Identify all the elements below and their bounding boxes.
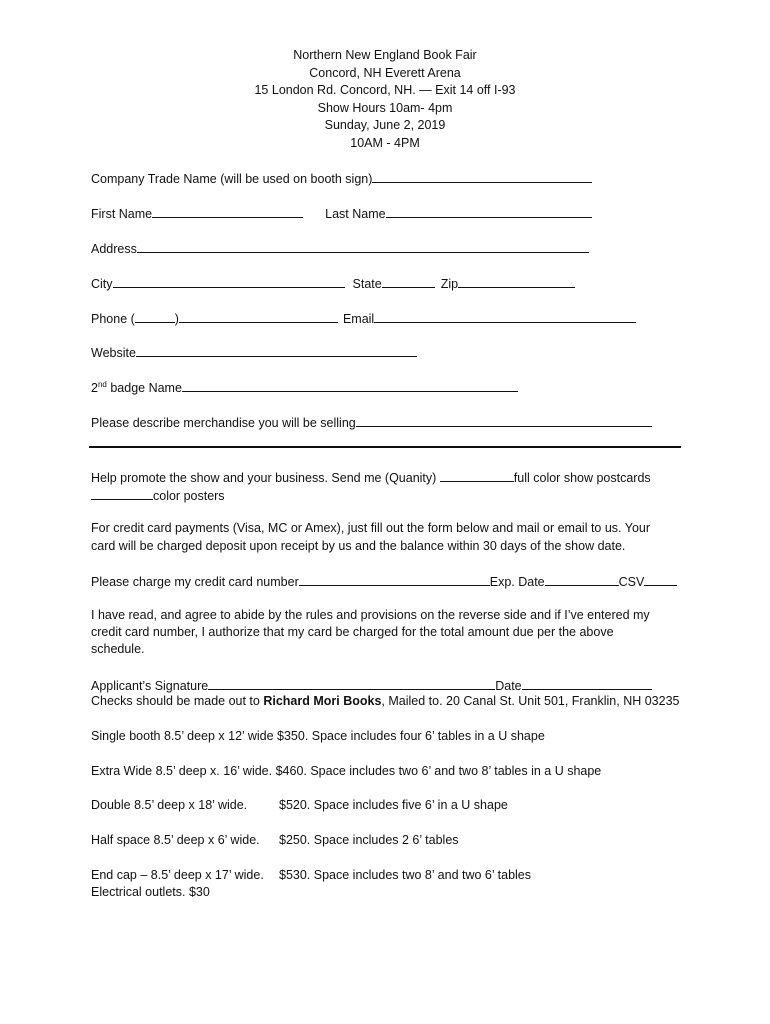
- phone-close-paren: ): [174, 312, 179, 326]
- badge-row: [91, 378, 518, 398]
- promo-text: Help promote the show and your business. Send me (Quanity): [91, 471, 440, 485]
- company-label: Company Trade Name (will be used on booth sign): [91, 172, 373, 186]
- company-field[interactable]: [372, 169, 592, 183]
- csv-field[interactable]: [644, 572, 677, 586]
- first-name-label: First Name: [91, 207, 153, 221]
- event-time: 10AM - 4PM: [350, 135, 420, 150]
- agreement-line-1: I have read, and agree to abide by the rules and provisions on the reverse side and if I’ve entered my: [91, 608, 650, 622]
- postcards-label: full color show postcards: [513, 471, 651, 485]
- address-row: [91, 239, 589, 259]
- half-space-price: [91, 832, 459, 850]
- email-field[interactable]: [374, 309, 636, 323]
- company-row: [91, 169, 592, 189]
- phone-area-code-field[interactable]: [135, 309, 175, 323]
- single-booth-price: Single booth 8.5’ deep x 12’ wide $350. Space includes four 6’ tables in a U shape: [91, 729, 545, 743]
- end-cap-detail: $530. Space includes two 8’ and two 6’ tables: [279, 868, 532, 882]
- phone-label: Phone (: [91, 312, 135, 326]
- signature-field[interactable]: [208, 676, 495, 690]
- name-row: [91, 204, 592, 224]
- section-divider: [89, 446, 681, 448]
- checks-payable-line: [91, 693, 679, 711]
- promo-row: [91, 468, 651, 488]
- double-booth-price: [91, 797, 508, 815]
- event-address: 15 London Rd. Concord, NH. — Exit 14 off I-93: [254, 83, 516, 97]
- half-space-label: Half space 8.5’ deep x 6’ wide.: [91, 833, 260, 847]
- extra-wide-booth-price: Extra Wide 8.5’ deep x. 16’ wide. $460. Space includes two 6’ and two 8’ tables in a U shape: [91, 764, 602, 778]
- city-field[interactable]: [113, 274, 345, 288]
- event-header: [0, 47, 770, 152]
- merchandise-row: [91, 413, 652, 433]
- credit-card-row: [91, 572, 677, 592]
- merchandise-field[interactable]: [356, 413, 652, 427]
- credit-info-line-2: card will be charged deposit upon receipt by us and the balance within 30 days of the show date.: [91, 539, 626, 553]
- state-field[interactable]: [382, 274, 435, 288]
- end-cap-price: [91, 867, 531, 885]
- credit-card-label: Please charge my credit card number: [91, 575, 299, 589]
- posters-row: [91, 486, 225, 506]
- posters-quantity-field[interactable]: [91, 486, 153, 500]
- checks-text: Checks should be made out to: [91, 694, 264, 708]
- exp-date-field[interactable]: [545, 572, 619, 586]
- city-row: [91, 274, 575, 294]
- address-field[interactable]: [137, 239, 589, 253]
- end-cap-label: End cap – 8.5’ deep x 17’ wide.: [91, 868, 264, 882]
- double-booth-label: Double 8.5’ deep x 18’ wide.: [91, 798, 248, 812]
- city-label: City: [91, 277, 113, 291]
- payee-name: Richard Mori Books: [263, 694, 382, 708]
- agreement-line-2: credit card number, I authorize that my card be charged for the total amount due per the above: [91, 625, 614, 639]
- mailing-address: , Mailed to. 20 Canal St. Unit 501, Franklin, NH 03235: [381, 694, 680, 708]
- event-venue: Concord, NH Everett Arena: [309, 65, 461, 80]
- event-title: Northern New England Book Fair: [293, 48, 477, 62]
- first-name-field[interactable]: [152, 204, 303, 218]
- exp-date-label: Exp. Date: [489, 575, 545, 589]
- zip-label: Zip: [440, 277, 459, 291]
- zip-field[interactable]: [458, 274, 575, 288]
- electrical-outlets-price: Electrical outlets. $30: [91, 885, 210, 899]
- signature-date-label: Date: [495, 679, 522, 693]
- csv-label: CSV: [618, 575, 645, 589]
- postcards-quantity-field[interactable]: [440, 468, 514, 482]
- phone-field[interactable]: [179, 309, 338, 323]
- address-label: Address: [91, 242, 137, 256]
- event-date: Sunday, June 2, 2019: [324, 118, 446, 132]
- email-label: Email: [342, 312, 375, 326]
- show-hours: Show Hours 10am- 4pm: [317, 100, 453, 115]
- signature-date-field[interactable]: [522, 676, 652, 690]
- half-space-detail: $250. Space includes 2 6’ tables: [279, 833, 459, 847]
- posters-label: color posters: [153, 489, 225, 503]
- website-field[interactable]: [136, 343, 417, 357]
- merchandise-label: Please describe merchandise you will be selling: [91, 416, 356, 430]
- credit-info-line-1: For credit card payments (Visa, MC or Amex), just fill out the form below and mail or email to us. Your: [91, 521, 651, 535]
- last-name-label: Last Name: [325, 207, 386, 221]
- badge-label: 2nd badge Name: [91, 379, 182, 395]
- last-name-field[interactable]: [386, 204, 592, 218]
- badge-name-field[interactable]: [182, 378, 518, 392]
- credit-card-number-field[interactable]: [299, 572, 490, 586]
- agreement-line-3: schedule.: [91, 642, 145, 656]
- signature-label: Applicant’s Signature: [91, 679, 209, 693]
- state-label: State: [352, 277, 382, 291]
- website-label: Website: [91, 346, 136, 360]
- phone-row: [91, 309, 636, 329]
- website-row: [91, 343, 417, 363]
- double-booth-detail: $520. Space includes five 6’ in a U shape: [279, 798, 508, 812]
